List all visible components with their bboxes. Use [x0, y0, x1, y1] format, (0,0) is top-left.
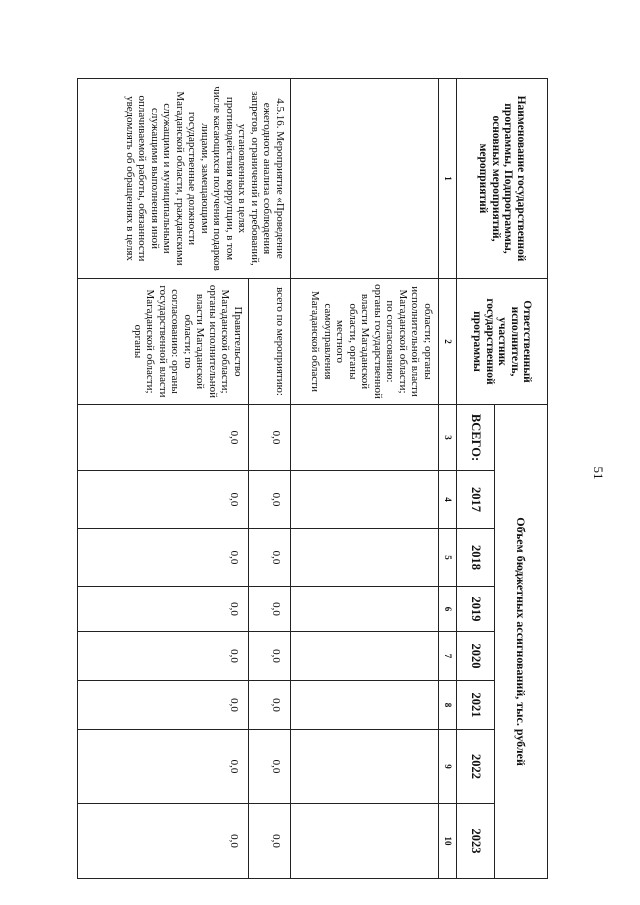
program-name-cell [291, 79, 439, 279]
table-row [291, 79, 439, 879]
header-year: 2017 [457, 471, 495, 529]
value-cell [291, 730, 439, 804]
value-cell: 0,0 [249, 471, 291, 529]
value-cell: 0,0 [78, 587, 249, 632]
column-number: 10 [439, 804, 457, 879]
rotated-page [78, 78, 548, 878]
value-cell [291, 587, 439, 632]
header-budget-span: Объем бюджетных ассигнований, тыс. рублей [495, 405, 548, 879]
value-cell: 0,0 [249, 681, 291, 730]
header-year: 2018 [457, 529, 495, 587]
column-number: 7 [439, 632, 457, 681]
header-total: ВСЕГО: [457, 405, 495, 471]
value-cell [291, 405, 439, 471]
value-cell: 0,0 [78, 529, 249, 587]
value-cell: 0,0 [249, 632, 291, 681]
header-year: 2022 [457, 730, 495, 804]
header-executor: Ответственный исполнитель, участник государственной программы [457, 279, 548, 405]
column-number: 6 [439, 587, 457, 632]
value-cell [291, 804, 439, 879]
value-cell: 0,0 [249, 529, 291, 587]
value-cell: 0,0 [249, 804, 291, 879]
column-number: 2 [439, 279, 457, 405]
header-year: 2020 [457, 632, 495, 681]
column-number: 9 [439, 730, 457, 804]
executor-cell: всего по мероприятию: [249, 279, 291, 405]
value-cell: 0,0 [78, 730, 249, 804]
column-number: 4 [439, 471, 457, 529]
column-number: 5 [439, 529, 457, 587]
value-cell: 0,0 [78, 471, 249, 529]
value-cell: 0,0 [249, 587, 291, 632]
table-row [249, 79, 291, 879]
value-cell: 0,0 [78, 804, 249, 879]
header-year: 2021 [457, 681, 495, 730]
value-cell [291, 632, 439, 681]
column-number: 3 [439, 405, 457, 471]
value-cell: 0,0 [78, 632, 249, 681]
value-cell: 0,0 [249, 730, 291, 804]
header-year: 2019 [457, 587, 495, 632]
header-program-name: Наименование государственной программы, Подпрограммы, основных мероприятий, мероприятий [457, 79, 548, 279]
header-year: 2023 [457, 804, 495, 879]
value-cell: 0,0 [78, 681, 249, 730]
value-cell: 0,0 [78, 405, 249, 471]
value-cell [291, 529, 439, 587]
value-cell [291, 681, 439, 730]
page-number: 51 [591, 466, 606, 480]
column-number: 1 [439, 79, 457, 279]
executor-cell: Правительство Магаданской области; органы исполнительной власти Магаданской области; по согласованию: органы государственной власти Магаданской области; органы [78, 279, 249, 405]
program-name-cell: 4.5.16. Мероприятие «Проведение ежегодного анализа соблюдения запретов, ограничений и требований, установленных в целях противодействия коррупции, в том числе касающихся получения подарков лицами, замещающими государственные должности Магаданской области, гражданскими служащими и муниципальными служащими выполнения иной оплачиваемой работы, обязанности уведомлять об обращениях в целях [78, 79, 291, 279]
budget-table [77, 78, 548, 879]
column-number: 8 [439, 681, 457, 730]
executor-cell: области; органы исполнительной власти Магаданской области; по согласованию: органы государственной власти Магаданской области, органы местного самоуправления Магаданской области [291, 279, 439, 405]
value-cell [291, 471, 439, 529]
value-cell: 0,0 [249, 405, 291, 471]
